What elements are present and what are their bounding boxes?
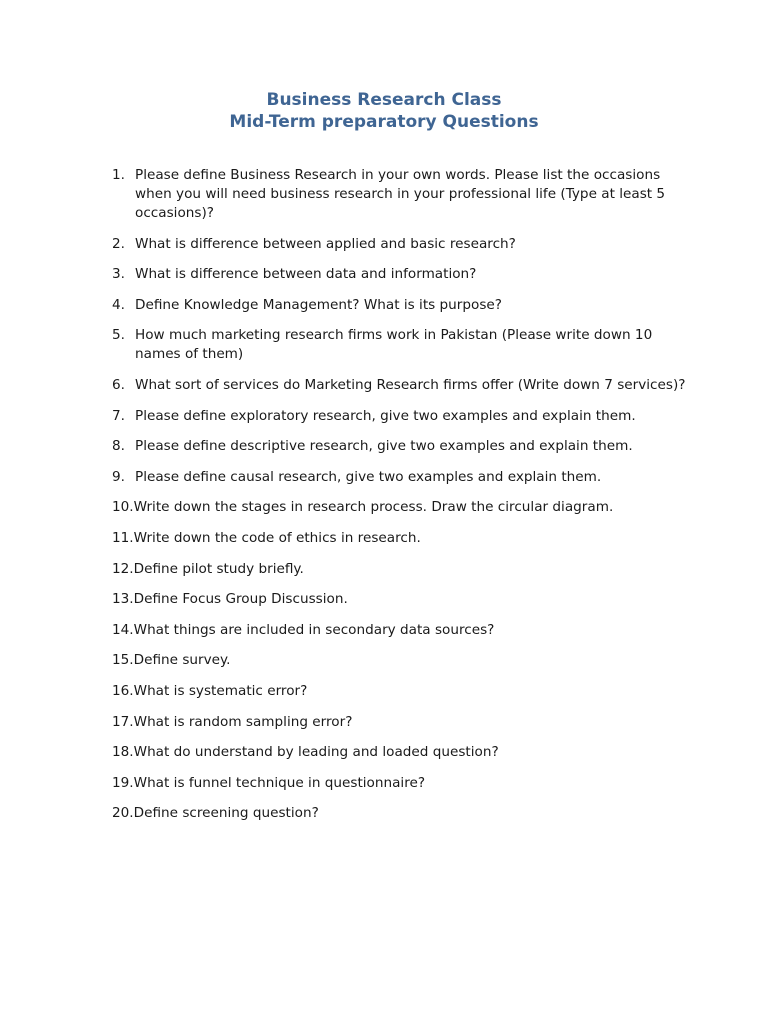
question-text: Define pilot study briefly. — [133, 560, 304, 577]
list-item — [112, 743, 692, 762]
list-item — [112, 407, 692, 426]
question-text: Write down the code of ethics in research. — [133, 529, 421, 546]
question-number: 6. — [112, 376, 125, 393]
question-number: 14. — [112, 621, 134, 638]
question-text: What things are included in secondary data sources? — [133, 621, 495, 638]
question-text: What is difference between data and information? — [135, 266, 477, 283]
question-number: 15. — [112, 652, 134, 669]
question-text: Define Focus Group Discussion. — [133, 591, 348, 608]
list-item — [112, 166, 692, 223]
document-title: Business Research Class — [266, 90, 502, 110]
title-block — [0, 89, 768, 133]
question-number: 12. — [112, 560, 134, 577]
list-item — [112, 651, 692, 670]
list-item — [112, 713, 692, 732]
list-item — [112, 498, 692, 517]
list-item — [112, 468, 692, 487]
question-number: 18. — [112, 744, 134, 761]
question-number: 10. — [112, 499, 134, 516]
question-list — [112, 166, 692, 835]
question-number: 2. — [112, 235, 125, 252]
question-text: How much marketing research firms work in Pakistan (Please write down 10 names of them) — [135, 327, 653, 363]
question-number: 5. — [112, 327, 125, 344]
question-text: Define survey. — [133, 652, 231, 669]
list-item — [112, 621, 692, 640]
question-text: Define Knowledge Management? What is its purpose? — [135, 296, 502, 313]
question-number: 1. — [112, 167, 125, 183]
question-number: 20. — [112, 805, 134, 822]
question-text: Please define Business Research in your own words. Please list the occasions when you will need business research in your professional life (Type at least 5 occasions)? — [135, 167, 666, 221]
question-number: 3. — [112, 266, 125, 283]
list-item — [112, 529, 692, 548]
list-item — [112, 590, 692, 609]
list-item — [112, 326, 692, 364]
question-text: What do understand by leading and loaded question? — [133, 744, 499, 761]
question-number: 13. — [112, 591, 134, 608]
question-number: 19. — [112, 774, 134, 791]
question-text: Write down the stages in research process. Draw the circular diagram. — [133, 499, 614, 516]
list-item — [112, 296, 692, 315]
question-text: What is random sampling error? — [133, 713, 353, 730]
question-text: What is funnel technique in questionnaire? — [133, 774, 426, 791]
question-number: 8. — [112, 438, 125, 455]
list-item — [112, 235, 692, 254]
list-item — [112, 376, 692, 395]
question-number: 17. — [112, 713, 134, 730]
question-number: 9. — [112, 468, 125, 485]
question-number: 4. — [112, 296, 125, 313]
question-text: Please define descriptive research, give two examples and explain them. — [135, 438, 633, 455]
question-text: Please define exploratory research, give two examples and explain them. — [135, 407, 636, 424]
list-item — [112, 804, 692, 823]
list-item — [112, 560, 692, 579]
list-item — [112, 774, 692, 793]
question-text: Define screening question? — [133, 805, 319, 822]
document-subtitle: Mid-Term preparatory Questions — [229, 112, 539, 132]
question-number: 11. — [112, 529, 134, 546]
list-item — [112, 265, 692, 284]
question-text: What sort of services do Marketing Research firms offer (Write down 7 services)? — [135, 376, 686, 393]
question-text: Please define causal research, give two examples and explain them. — [135, 468, 602, 485]
question-text: What is systematic error? — [133, 682, 308, 699]
question-number: 16. — [112, 682, 134, 699]
question-text: What is difference between applied and basic research? — [135, 235, 516, 252]
list-item — [112, 437, 692, 456]
list-item — [112, 682, 692, 701]
question-number: 7. — [112, 407, 125, 424]
